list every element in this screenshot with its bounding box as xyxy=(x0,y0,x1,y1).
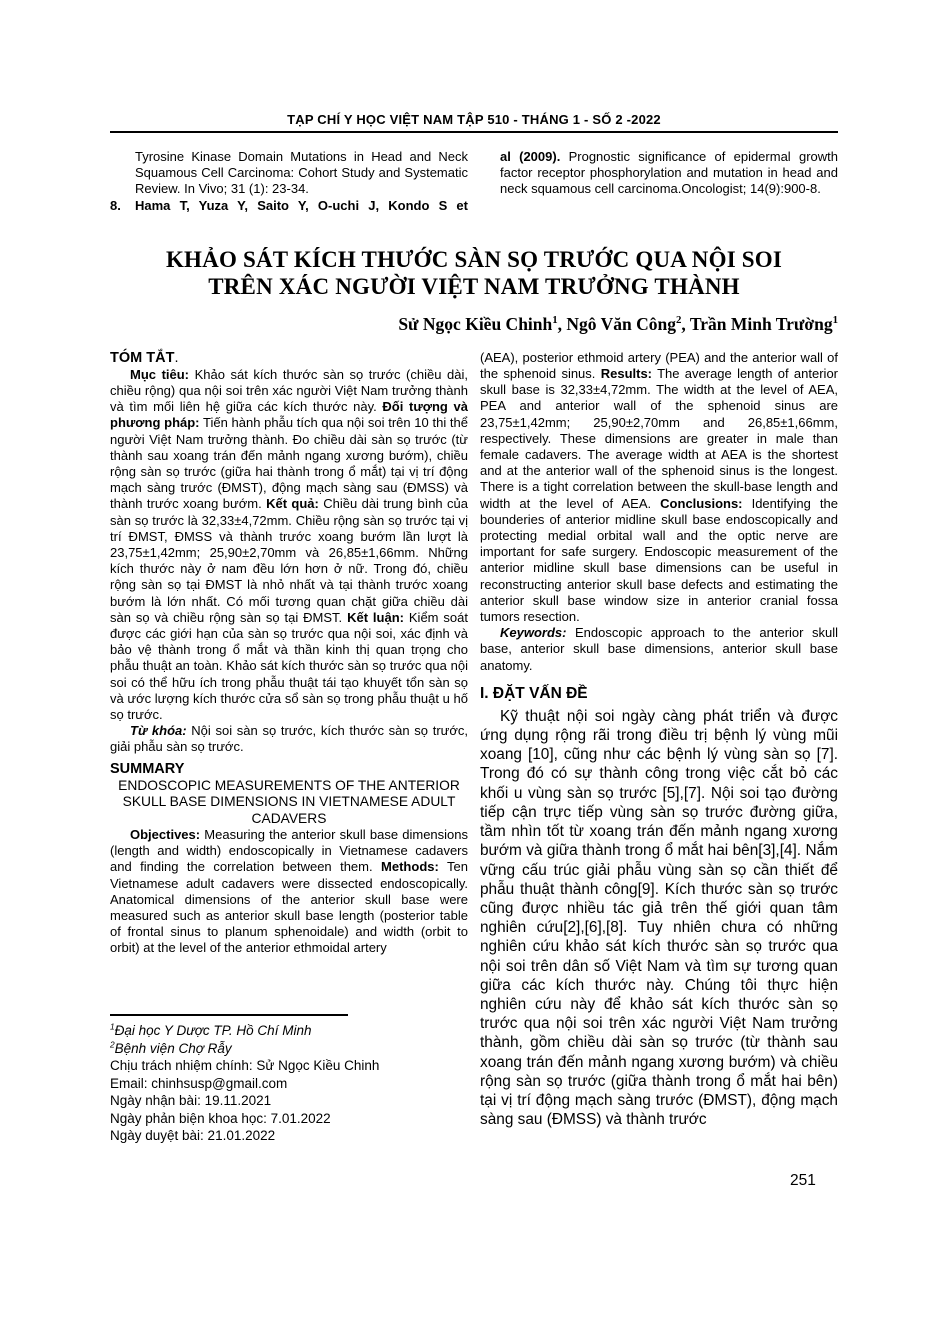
reference-authors: Hama T, Yuza Y, Saito Y, O-uchi J, Kondo S et xyxy=(135,197,468,213)
reference-number: 8. xyxy=(110,197,121,213)
abstract-vietnamese xyxy=(110,350,468,957)
header-rule xyxy=(110,131,838,133)
reference-item-8 xyxy=(110,198,468,214)
references-right-column xyxy=(480,149,838,214)
footnote-rule xyxy=(110,1014,348,1016)
tom-tat-heading-dot: . xyxy=(174,349,179,366)
article-title-line2: TRÊN XÁC NGƯỜI VIỆT NAM TRƯỞNG THÀNH xyxy=(208,273,740,299)
abstract-english-continuation xyxy=(480,350,838,674)
summary-heading: SUMMARY xyxy=(110,760,185,777)
introduction-heading: I. ĐẶT VẤN ĐỀ xyxy=(480,684,588,702)
reference-continuation-text: Tyrosine Kinase Domain Mutations in Head and Neck Squamous Cell Carcinoma: Cohort Study and Systematic Review. In Vivo; 31 (1): 23-34. xyxy=(135,149,468,197)
footnote-affiliation-1: $^1$Đại học Y Dược TP. Hồ Chí Minh xyxy=(110,1021,312,1039)
summary-body-paragraph-right: (AEA), posterior ethmoid artery (PEA) and the anterior wall of the sphenoid sinus. Results: The average length of anterior skull base is 32,33±4,72mm. The width at the level of AEA, PEA and anterior wall of the sphenoid sinus are 23,75±1,42mm; 25,90±2,70mm and 26,85±1,66mm, respectively. These dimensions are greater in male than female cadavers. The average width at AEA is the shortest and at the anterior wall of the sphenoid sinus is the longest. There is a tight correlation between the skull-base length and width at the level of AEA. Conclusions: Identifying the bounderies of anterior midline skull base endoscopically and protecting medial orbital wall and the optic nerve are important for safe surgery. Endoscopic measurement of the anterior midline skull base dimensions can be useful in reconstructing anterior skull base defects and estimating the anterior skull base window size in anterior cranial fossa tumors resection. xyxy=(480,349,839,625)
footnote-corresponding-author: Chịu trách nhiệm chính: Sử Ngọc Kiều Chinh xyxy=(110,1058,380,1074)
article-title xyxy=(110,246,838,300)
journal-running-header: TẠP CHÍ Y HỌC VIỆT NAM TẬP 510 - THÁNG 1 - SỐ 2 -2022 xyxy=(287,112,661,127)
article-body-columns xyxy=(110,350,838,1145)
tom-tat-heading-text: TÓM TẮT xyxy=(110,349,175,366)
left-column xyxy=(110,350,468,1145)
right-column xyxy=(480,350,838,1145)
abstract-keywords-paragraph: Từ khóa: Nội soi sàn sọ trước, kích thước sàn sọ trước, giải phẫu sàn sọ trước. xyxy=(110,723,468,755)
abstract-body-paragraph: Mục tiêu: Khảo sát kích thước sàn sọ trước (chiều dài, chiều rộng) qua nội soi trên xác người Việt Nam trưởng thành và tìm mối liên hệ giữa các kích thước này. Đối tượng và phương pháp: Tiến hành phẫu tích qua nội soi trên 10 thi thể người Việt Nam trưởng thành. Đo chiều dài sàn sọ trước (từ thành sau xoang trán đến mảnh ngang xương bướm), chiều rộng sàn sọ trước (giữa hai thành trong ổ mắt) tại vị trí động mạch sàng trước (ĐMST), động mạch sàng sau (ĐMSS) và thành trước xoang bướm. Kết quả: Chiều dài trung bình của sàn sọ trước là 32,33±4,72mm. Chiều rộng sàn sọ trước tại vị trí ĐMST, ĐMSS và thành trước xoang bướm lần lượt là 23,75±1,42mm; 25,90±2,70mm và 26,85±1,66mm. Những kích thước này ở nam đều lớn hơn ở nữ. Trong đó, chiều rộng sàn sọ tại ĐMST là nhỏ nhất và tại thành trước xoang bướm là lớn nhất. Có mối tương quan chặt giữa chiều dài sàn sọ và chiều rộng sàn sọ tại ĐMST. Kết luận: Kiểm soát được các giới hạn của sàn sọ trước qua nội soi, xác định và bảo vệ thành trong ổ mắt và thần kinh thị quan trọng cho phẫu thuật an toàn. Khảo sát kích thước sàn sọ trước qua nội soi có thể hữu ích trong phẫu thuật tái tạo khuyết tổn sàn sọ và ước lượng kích thước cửa sổ sàn sọ trong phẫu thuật u hố sọ trước. xyxy=(110,366,469,723)
references-left-column xyxy=(110,149,468,214)
article-title-line1: KHẢO SÁT KÍCH THƯỚC SÀN SỌ TRƯỚC QUA NỘI SOI xyxy=(165,246,783,272)
affiliation-footnote xyxy=(110,1014,468,1145)
introduction-paragraph: Kỹ thuật nội soi ngày càng phát triển và được ứng dụng rộng rãi trong điều trị bệnh lý vùng mũi xoang [10], cũng như các bệnh lý vùng sàn sọ [7]. Trong đó có sự thành công trong việc cắt bỏ các khối u vùng sàn sọ trước [5],[7]. Nội soi tạo đường tiếp cận trực tiếp vùng sàn sọ trước đường giữa, tầm nhìn tốt từ xoang trán đến mảnh ngang xương bướm và giữa thành trong ổ mắt hai bên[3],[4]. Nắm vững cấu trúc giải phẫu vùng sàn sọ cần thiết để phẫu thuật thành công[9]. Kích thước sàn sọ trước cũng được nhiều tác giả trên thế giới quan tâm nghiên cứu[2],[6],[8]. Tuy nhiên chưa có những nghiên cứu khảo sát kích thước sàn sọ trước qua nội soi trên dân số Việt Nam và tìm sự tương quan giữa các kích thước này. Chúng tôi thực hiện nghiên cứu này để khảo sát kích thước sàn sọ trước qua nội soi trên xác người Việt Nam trưởng thành, gồm chiều dài sàn sọ trước (từ thành sau xoang trán đến mảnh ngang xương bướm) và chiều rộng sàn sọ trước (giữa thành trong ổ mắt hai bên) tại vị trí động mạch sàng trước (ĐMST), động mạch sàng sau (ĐMSS) và thành trước xyxy=(480,707,838,1129)
article-authors: Sử Ngọc Kiều Chinh$^1$, Ngô Văn Công$^2$, Trần Minh Trường$^1$ xyxy=(398,313,838,334)
tom-tat-heading xyxy=(110,350,468,367)
summary-keywords-paragraph: Keywords: Endoscopic approach to the anterior skull base, anterior skull base dimensions, anterior skull base anatomy. xyxy=(480,625,838,673)
footnote-accepted-date: Ngày duyệt bài: 21.01.2022 xyxy=(110,1128,276,1144)
page-number: 251 xyxy=(790,1172,816,1189)
references-section xyxy=(110,149,838,214)
reference-continuation-text: al (2009). Prognostic significance of epidermal growth factor receptor phosphorylation and mutation in head and neck squamous cell carcinoma.Oncologist; 14(9):900-8. xyxy=(500,149,838,197)
summary-subtitle: ENDOSCOPIC MEASUREMENTS OF THE ANTERIOR SKULL BASE DIMENSIONS IN VIETNAMESE ADULT CADAVERS xyxy=(118,777,460,826)
footnote-review-date: Ngày phản biện khoa học: 7.01.2022 xyxy=(110,1110,331,1126)
footnote-email: Email: chinhsusp@gmail.com xyxy=(110,1075,288,1091)
summary-body-paragraph-left: Objectives: Measuring the anterior skull base dimensions (length and width) endoscopically in Vietnamese cadavers and finding the correlation between them. Methods: Ten Vietnamese adult cadavers were dissected endoscopically. Anatomical dimensions of the anterior skull base were measured such as anterior skull base length (posterior table of frontal sinus to planum sphenoidale) and width (orbit to orbit) at the level of the anterior ethmoidal artery xyxy=(110,826,468,956)
footnote-affiliation-2: $^2$Bệnh viện Chợ Rẫy xyxy=(110,1039,232,1056)
footnote-received-date: Ngày nhận bài: 19.11.2021 xyxy=(110,1093,272,1109)
